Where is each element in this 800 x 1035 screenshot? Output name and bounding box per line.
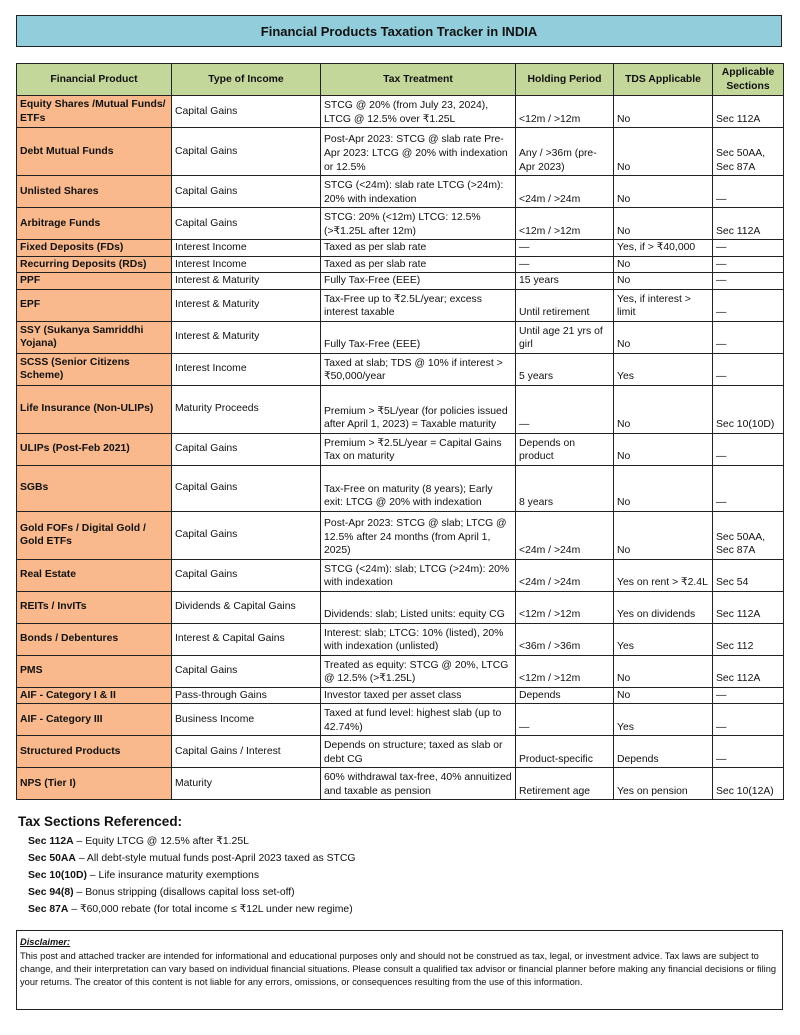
column-header-tds: TDS Applicable	[614, 64, 713, 96]
holding-cell: <12m / >12m	[516, 591, 614, 623]
tds-cell: No	[614, 321, 713, 353]
table-row	[17, 655, 784, 687]
holding-cell: 5 years	[516, 353, 614, 385]
column-header-sections: Applicable Sections	[713, 64, 784, 96]
income-cell: Interest Income	[172, 353, 321, 385]
product-cell: Bonds / Debentures	[17, 623, 172, 655]
tds-cell: Yes	[614, 704, 713, 736]
section-code: Sec 112A	[28, 836, 74, 847]
disclaimer-text: This post and attached tracker are intended for informational and educational purposes only and should not be construed as tax, legal, or investment advice. Tax laws are subject to change, and their interpretation can vary based on individual financial situations. Please consult a qualified tax advisor or financial planner before making any financial decisions or filing your returns. The creator of this content is not liable for any errors, omissions, or consequences resulting from the use of this information.	[20, 951, 777, 988]
income-cell: Interest & Maturity	[172, 289, 321, 321]
product-cell: AIF - Category III	[17, 704, 172, 736]
sections-cell: Sec 50AA, Sec 87A	[713, 128, 784, 176]
product-cell: SCSS (Senior Citizens Scheme)	[17, 353, 172, 385]
tds-cell: No	[614, 128, 713, 176]
tax-sections-panel	[18, 814, 778, 920]
sections-cell: Sec 112A	[713, 208, 784, 240]
table-row	[17, 273, 784, 290]
holding-cell: <24m / >24m	[516, 559, 614, 591]
column-header-income: Type of Income	[172, 64, 321, 96]
column-header-product: Financial Product	[17, 64, 172, 96]
product-cell: Arbitrage Funds	[17, 208, 172, 240]
sections-cell: —	[713, 273, 784, 290]
tds-cell: No	[614, 655, 713, 687]
income-cell: Maturity Proceeds	[172, 385, 321, 433]
section-code: Sec 10(10D)	[28, 870, 87, 882]
product-cell: EPF	[17, 289, 172, 321]
product-cell: Structured Products	[17, 736, 172, 768]
tds-cell: Yes on dividends	[614, 591, 713, 623]
holding-cell: Product-specific	[516, 736, 614, 768]
holding-cell: 15 years	[516, 273, 614, 290]
sections-cell: Sec 112A	[713, 96, 784, 128]
product-cell: Debt Mutual Funds	[17, 128, 172, 176]
table-row	[17, 208, 784, 240]
section-item	[28, 903, 778, 917]
section-item	[28, 869, 778, 883]
section-desc: – Bonus stripping (disallows capital loss set-off)	[73, 887, 295, 899]
tds-cell: No	[614, 208, 713, 240]
tax-cell: Post-Apr 2023: STCG @ slab; LTCG @ 12.5% after 24 months (from April 1, 2025)	[321, 511, 516, 559]
holding-cell: —	[516, 385, 614, 433]
income-cell: Interest & Maturity	[172, 321, 321, 353]
sections-cell: —	[713, 704, 784, 736]
table-row	[17, 321, 784, 353]
sections-cell: —	[713, 256, 784, 273]
holding-cell: Retirement age	[516, 768, 614, 800]
table-row	[17, 385, 784, 433]
product-cell: Gold FOFs / Digital Gold / Gold ETFs	[17, 511, 172, 559]
taxation-table	[16, 63, 784, 800]
table-row	[17, 240, 784, 257]
holding-cell: <24m / >24m	[516, 511, 614, 559]
tds-cell: Depends	[614, 736, 713, 768]
tax-cell: 60% withdrawal tax-free, 40% annuitized and taxable as pension	[321, 768, 516, 800]
holding-cell: <36m / >36m	[516, 623, 614, 655]
income-cell: Dividends & Capital Gains	[172, 591, 321, 623]
tax-cell: Depends on structure; taxed as slab or debt CG	[321, 736, 516, 768]
holding-cell: —	[516, 704, 614, 736]
holding-cell: 8 years	[516, 465, 614, 511]
section-item	[28, 852, 778, 866]
table-row	[17, 128, 784, 176]
holding-cell: Depends on product	[516, 433, 614, 465]
section-desc: – All debt-style mutual funds post-April 2023 taxed as STCG	[75, 853, 356, 865]
section-desc: – Equity LTCG @ 12.5% after ₹1.25L	[73, 836, 249, 847]
tax-cell: Taxed as per slab rate	[321, 256, 516, 273]
tds-cell: Yes	[614, 353, 713, 385]
table-row	[17, 256, 784, 273]
tax-cell: Tax-Free on maturity (8 years); Early exit: LTCG @ 20% with indexation	[321, 465, 516, 511]
tax-cell: STCG: 20% (<12m) LTCG: 12.5% (>₹1.25L after 12m)	[321, 208, 516, 240]
income-cell: Capital Gains / Interest	[172, 736, 321, 768]
tax-cell: Premium > ₹5L/year (for policies issued after April 1, 2023) = Taxable maturity	[321, 385, 516, 433]
product-cell: Recurring Deposits (RDs)	[17, 256, 172, 273]
disclaimer-box	[16, 930, 783, 1010]
income-cell: Business Income	[172, 704, 321, 736]
holding-cell: —	[516, 256, 614, 273]
tax-cell: Taxed at fund level: highest slab (up to 42.74%)	[321, 704, 516, 736]
sections-cell: Sec 112A	[713, 591, 784, 623]
table-row	[17, 96, 784, 128]
tax-cell: Investor taxed per asset class	[321, 687, 516, 704]
table-row	[17, 687, 784, 704]
tds-cell: Yes on rent > ₹2.4L	[614, 559, 713, 591]
section-code: Sec 50AA	[28, 853, 76, 865]
column-header-holding: Holding Period	[516, 64, 614, 96]
income-cell: Capital Gains	[172, 511, 321, 559]
table-row	[17, 591, 784, 623]
sections-cell: Sec 54	[713, 559, 784, 591]
holding-cell: <12m / >12m	[516, 208, 614, 240]
sections-cell: Sec 10(12A)	[713, 768, 784, 800]
product-cell: REITs / InvITs	[17, 591, 172, 623]
income-cell: Interest Income	[172, 256, 321, 273]
tds-cell: Yes on pension	[614, 768, 713, 800]
product-cell: SGBs	[17, 465, 172, 511]
income-cell: Capital Gains	[172, 176, 321, 208]
tax-cell: Interest: slab; LTCG: 10% (listed), 20% with indexation (unlisted)	[321, 623, 516, 655]
holding-cell: Until retirement	[516, 289, 614, 321]
tds-cell: No	[614, 687, 713, 704]
column-header-tax: Tax Treatment	[321, 64, 516, 96]
sections-cell: Sec 10(10D)	[713, 385, 784, 433]
sections-cell: —	[713, 176, 784, 208]
table-row	[17, 768, 784, 800]
sections-cell: —	[713, 465, 784, 511]
tds-cell: Yes, if > ₹40,000	[614, 240, 713, 257]
tax-cell: STCG (<24m): slab; LTCG (>24m): 20% with indexation	[321, 559, 516, 591]
holding-cell: <12m / >12m	[516, 655, 614, 687]
tax-cell: Dividends: slab; Listed units: equity CG	[321, 591, 516, 623]
holding-cell: —	[516, 240, 614, 257]
tds-cell: No	[614, 256, 713, 273]
tax-cell: Premium > ₹2.5L/year = Capital Gains Tax on maturity	[321, 433, 516, 465]
product-cell: Life Insurance (Non-ULIPs)	[17, 385, 172, 433]
holding-cell: Depends	[516, 687, 614, 704]
sections-cell: —	[713, 321, 784, 353]
holding-cell: Until age 21 yrs of girl	[516, 321, 614, 353]
section-desc: – Life insurance maturity exemptions	[86, 870, 260, 882]
tax-cell: Taxed as per slab rate	[321, 240, 516, 257]
tax-cell: STCG (<24m): slab rate LTCG (>24m): 20% with indexation	[321, 176, 516, 208]
tax-cell: Fully Tax-Free (EEE)	[321, 273, 516, 290]
holding-cell: <12m / >12m	[516, 96, 614, 128]
product-cell: SSY (Sukanya Samriddhi Yojana)	[17, 321, 172, 353]
table-header-row	[17, 64, 784, 96]
table-row	[17, 623, 784, 655]
tax-cell: Fully Tax-Free (EEE)	[321, 321, 516, 353]
product-cell: Equity Shares /Mutual Funds/ ETFs	[17, 96, 172, 128]
sections-cell: —	[713, 736, 784, 768]
sections-cell: Sec 112A	[713, 655, 784, 687]
sections-cell: —	[713, 289, 784, 321]
tds-cell: No	[614, 433, 713, 465]
income-cell: Capital Gains	[172, 128, 321, 176]
tds-cell: No	[614, 465, 713, 511]
income-cell: Capital Gains	[172, 559, 321, 591]
page-title: Financial Products Taxation Tracker in INDIA	[16, 15, 782, 47]
product-cell: PPF	[17, 273, 172, 290]
product-cell: Fixed Deposits (FDs)	[17, 240, 172, 257]
sections-cell: Sec 50AA, Sec 87A	[713, 511, 784, 559]
tds-cell: Yes, if interest > limit	[614, 289, 713, 321]
table-row	[17, 704, 784, 736]
tds-cell: No	[614, 511, 713, 559]
product-cell: ULIPs (Post-Feb 2021)	[17, 433, 172, 465]
tds-cell: No	[614, 176, 713, 208]
section-desc: – ₹60,000 rebate (for total income ≤ ₹12L under new regime)	[68, 904, 353, 916]
table-row	[17, 353, 784, 385]
disclaimer-title: Disclaimer:	[20, 937, 71, 947]
income-cell: Capital Gains	[172, 433, 321, 465]
product-cell: Unlisted Shares	[17, 176, 172, 208]
section-code: Sec 87A	[28, 904, 69, 916]
income-cell: Interest Income	[172, 240, 321, 257]
income-cell: Capital Gains	[172, 465, 321, 511]
sections-cell: —	[713, 240, 784, 257]
holding-cell: <24m / >24m	[516, 176, 614, 208]
section-item	[28, 886, 778, 900]
tds-cell: No	[614, 385, 713, 433]
section-item	[28, 835, 778, 849]
tax-cell: STCG @ 20% (from July 23, 2024), LTCG @ 12.5% over ₹1.25L	[321, 96, 516, 128]
tax-cell: Tax-Free up to ₹2.5L/year; excess interest taxable	[321, 289, 516, 321]
tax-cell: Treated as equity: STCG @ 20%, LTCG @ 12.5% (>₹1.25L)	[321, 655, 516, 687]
table-row	[17, 465, 784, 511]
sections-cell: —	[713, 353, 784, 385]
sections-cell: —	[713, 687, 784, 704]
sections-cell: Sec 112	[713, 623, 784, 655]
tds-cell: No	[614, 273, 713, 290]
sections-cell: —	[713, 433, 784, 465]
sections-title: Tax Sections Referenced:	[18, 814, 183, 829]
income-cell: Interest & Maturity	[172, 273, 321, 290]
product-cell: PMS	[17, 655, 172, 687]
table-row	[17, 559, 784, 591]
product-cell: AIF - Category I & II	[17, 687, 172, 704]
income-cell: Capital Gains	[172, 208, 321, 240]
table-row	[17, 511, 784, 559]
table-row	[17, 736, 784, 768]
income-cell: Pass-through Gains	[172, 687, 321, 704]
income-cell: Capital Gains	[172, 96, 321, 128]
table-row	[17, 433, 784, 465]
section-code: Sec 94(8)	[28, 887, 74, 899]
tax-cell: Post-Apr 2023: STCG @ slab rate Pre-Apr 2023: LTCG @ 20% with indexation or 12.5%	[321, 128, 516, 176]
holding-cell: Any / >36m (pre-Apr 2023)	[516, 128, 614, 176]
product-cell: NPS (Tier I)	[17, 768, 172, 800]
product-cell: Real Estate	[17, 559, 172, 591]
tax-cell: Taxed at slab; TDS @ 10% if interest > ₹50,000/year	[321, 353, 516, 385]
table-row	[17, 176, 784, 208]
tds-cell: Yes	[614, 623, 713, 655]
income-cell: Capital Gains	[172, 655, 321, 687]
income-cell: Interest & Capital Gains	[172, 623, 321, 655]
income-cell: Maturity	[172, 768, 321, 800]
tds-cell: No	[614, 96, 713, 128]
table-row	[17, 289, 784, 321]
